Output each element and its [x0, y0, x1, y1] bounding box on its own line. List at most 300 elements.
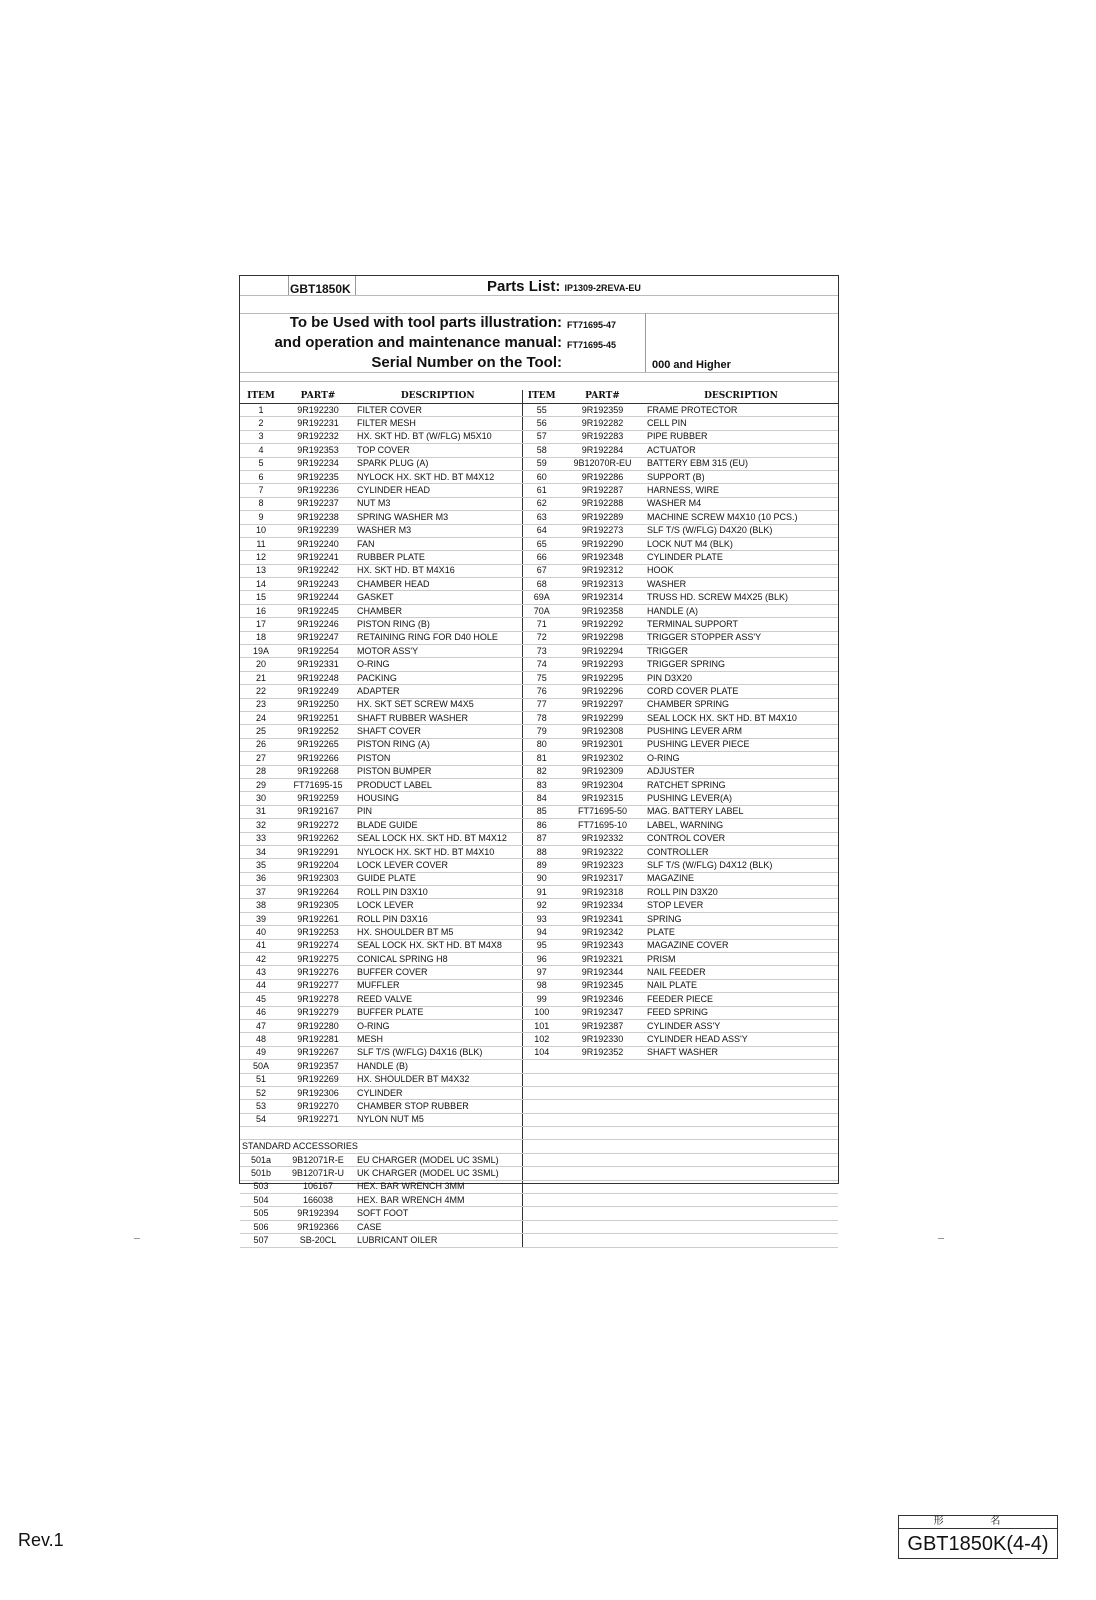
item-number: 505 — [240, 1207, 282, 1220]
empty-cell — [561, 1153, 644, 1166]
table-row — [240, 979, 838, 992]
part-description: SLF T/S (W/FLG) D4X16 (BLK) — [354, 1046, 522, 1059]
item-number: 33 — [240, 832, 282, 845]
part-number: 9R192167 — [282, 805, 354, 818]
item-number: 94 — [522, 926, 561, 939]
item-number: 10 — [240, 524, 282, 537]
part-description: PRISM — [644, 953, 838, 966]
item-number: 506 — [240, 1220, 282, 1233]
item-number: 73 — [522, 645, 561, 658]
part-number: 9R192275 — [282, 953, 354, 966]
table-row — [240, 725, 838, 738]
part-number: 9R192279 — [282, 1006, 354, 1019]
part-description: WASHER — [644, 578, 838, 591]
table-row — [240, 671, 838, 684]
empty-cell — [644, 1180, 838, 1193]
item-number: 51 — [240, 1073, 282, 1086]
part-description: WASHER M4 — [644, 497, 838, 510]
table-row — [240, 1100, 838, 1113]
table-row — [240, 470, 838, 483]
item-number: 76 — [522, 685, 561, 698]
part-description: O-RING — [644, 752, 838, 765]
item-number: 80 — [522, 738, 561, 751]
illustration-code: FT71695-47 — [567, 320, 617, 330]
part-description: LOCK LEVER — [354, 899, 522, 912]
part-number: 9R192348 — [561, 551, 644, 564]
empty-cell — [644, 1234, 838, 1247]
item-number: 26 — [240, 738, 282, 751]
empty-cell — [561, 1060, 644, 1073]
part-description: UK CHARGER (MODEL UC 3SML) — [354, 1167, 522, 1180]
empty-cell — [522, 1140, 561, 1153]
item-number: 82 — [522, 765, 561, 778]
item-number: 70A — [522, 604, 561, 617]
table-row — [240, 604, 838, 617]
part-description: FRAME PROTECTOR — [644, 404, 838, 417]
part-description: CONTROL COVER — [644, 832, 838, 845]
part-description: STOP LEVER — [644, 899, 838, 912]
part-description: LOCK NUT M4 (BLK) — [644, 537, 838, 550]
empty-cell — [561, 1127, 644, 1140]
crop-mark — [938, 1238, 944, 1239]
part-description: CORD COVER PLATE — [644, 685, 838, 698]
table-row — [240, 1086, 838, 1099]
part-number: 9R192242 — [282, 564, 354, 577]
part-number: 9R192359 — [561, 404, 644, 417]
part-number: 9R192280 — [282, 1019, 354, 1032]
part-description: RATCHET SPRING — [644, 778, 838, 791]
part-number: 9R192343 — [561, 939, 644, 952]
item-number: 37 — [240, 886, 282, 899]
accessory-row — [240, 1194, 838, 1207]
item-number: 501a — [240, 1153, 282, 1166]
empty-cell — [644, 1113, 838, 1126]
part-number: 9R192353 — [282, 444, 354, 457]
item-number: 13 — [240, 564, 282, 577]
part-number: 9R192322 — [561, 845, 644, 858]
item-number: 67 — [522, 564, 561, 577]
part-number: 9R192287 — [561, 484, 644, 497]
col-header-item: ITEM — [522, 390, 561, 404]
item-number: 66 — [522, 551, 561, 564]
item-number: 79 — [522, 725, 561, 738]
accessory-row — [240, 1234, 838, 1247]
empty-cell — [644, 1140, 838, 1153]
part-number: 9R192278 — [282, 993, 354, 1006]
table-row — [240, 564, 838, 577]
item-number: 83 — [522, 778, 561, 791]
part-number: 9R192232 — [282, 430, 354, 443]
empty-cell — [644, 1220, 838, 1233]
item-number: 28 — [240, 765, 282, 778]
item-number: 41 — [240, 939, 282, 952]
part-number: 106167 — [282, 1180, 354, 1193]
part-number: 9R192323 — [561, 859, 644, 872]
part-number: 9R192268 — [282, 765, 354, 778]
part-description: CYLINDER HEAD ASS'Y — [644, 1033, 838, 1046]
part-number: 9R192247 — [282, 631, 354, 644]
item-number: 44 — [240, 979, 282, 992]
item-number: 88 — [522, 845, 561, 858]
part-number: 9R192312 — [561, 564, 644, 577]
empty-cell — [644, 1100, 838, 1113]
part-number: 9R192387 — [561, 1019, 644, 1032]
item-number: 65 — [522, 537, 561, 550]
part-number: 9R192299 — [561, 711, 644, 724]
empty-cell — [522, 1127, 561, 1140]
table-row — [240, 939, 838, 952]
part-number: 9R192230 — [282, 404, 354, 417]
item-number: 92 — [522, 899, 561, 912]
item-number: 43 — [240, 966, 282, 979]
part-number: 9R192304 — [561, 778, 644, 791]
empty-cell — [644, 1060, 838, 1073]
accessories-title: STANDARD ACCESSORIES — [240, 1140, 522, 1153]
part-number: 9R192318 — [561, 886, 644, 899]
part-description: PIPE RUBBER — [644, 430, 838, 443]
part-description: CONICAL SPRING H8 — [354, 953, 522, 966]
item-number: 23 — [240, 698, 282, 711]
table-row — [240, 404, 838, 417]
part-description: MAGAZINE COVER — [644, 939, 838, 952]
part-number: 9R192204 — [282, 859, 354, 872]
empty-cell — [522, 1086, 561, 1099]
part-description: RUBBER PLATE — [354, 551, 522, 564]
table-row — [240, 912, 838, 925]
empty-cell — [561, 1194, 644, 1207]
part-number: 9R192301 — [561, 738, 644, 751]
part-description: PUSHING LEVER ARM — [644, 725, 838, 738]
empty-cell — [282, 1127, 354, 1140]
part-number: 9R192308 — [561, 725, 644, 738]
part-description: MOTOR ASS'Y — [354, 645, 522, 658]
item-number: 36 — [240, 872, 282, 885]
part-description: BLADE GUIDE — [354, 819, 522, 832]
part-description: HX. SKT HD. BT M4X16 — [354, 564, 522, 577]
part-number: 9R192262 — [282, 832, 354, 845]
part-number: 9R192332 — [561, 832, 644, 845]
part-number: FT71695-10 — [561, 819, 644, 832]
part-number: 9R192272 — [282, 819, 354, 832]
part-description: CYLINDER — [354, 1086, 522, 1099]
parts-list-code: IP1309-2REVA-EU — [564, 283, 641, 293]
item-number: 74 — [522, 658, 561, 671]
item-number: 69A — [522, 591, 561, 604]
item-number: 503 — [240, 1180, 282, 1193]
part-description: PISTON BUMPER — [354, 765, 522, 778]
table-row — [240, 1046, 838, 1059]
empty-cell — [561, 1113, 644, 1126]
part-number: 9R192305 — [282, 899, 354, 912]
manual-code: FT71695-45 — [567, 340, 617, 350]
part-description: PLATE — [644, 926, 838, 939]
part-description: LUBRICANT OILER — [354, 1234, 522, 1247]
part-description: TRIGGER — [644, 645, 838, 658]
item-number: 95 — [522, 939, 561, 952]
empty-cell — [522, 1220, 561, 1233]
part-number: 9R192306 — [282, 1086, 354, 1099]
part-description: BUFFER COVER — [354, 966, 522, 979]
part-description: TRIGGER SPRING — [644, 658, 838, 671]
table-header-row — [240, 390, 838, 404]
model-number: GBT1850K — [290, 282, 351, 296]
part-description: REED VALVE — [354, 993, 522, 1006]
item-number: 62 — [522, 497, 561, 510]
part-description: HX. SKT SET SCREW M4X5 — [354, 698, 522, 711]
part-number: 9R192259 — [282, 792, 354, 805]
table-row — [240, 1113, 838, 1126]
table-row — [240, 578, 838, 591]
item-number: 501b — [240, 1167, 282, 1180]
item-number: 50A — [240, 1060, 282, 1073]
table-row — [240, 497, 838, 510]
part-description: LABEL, WARNING — [644, 819, 838, 832]
part-description: PUSHING LEVER(A) — [644, 792, 838, 805]
item-number: 90 — [522, 872, 561, 885]
item-number: 504 — [240, 1194, 282, 1207]
part-description: PUSHING LEVER PIECE — [644, 738, 838, 751]
part-number: 9R192273 — [561, 524, 644, 537]
part-number: 9R192234 — [282, 457, 354, 470]
part-number: 9R192250 — [282, 698, 354, 711]
part-description: SEAL LOCK HX. SKT HD. BT M4X10 — [644, 711, 838, 724]
title-block — [898, 1515, 1058, 1559]
empty-cell — [644, 1127, 838, 1140]
part-description: NUT M3 — [354, 497, 522, 510]
col-header-item: ITEM — [240, 390, 282, 404]
illustration-label: To be Used with tool parts illustration: — [289, 314, 562, 331]
empty-cell — [522, 1194, 561, 1207]
item-number: 104 — [522, 1046, 561, 1059]
part-description: SPRING — [644, 912, 838, 925]
part-number: 9R192264 — [282, 886, 354, 899]
accessories-title-row — [240, 1140, 838, 1153]
part-number: 9R192292 — [561, 618, 644, 631]
part-number: 9R192266 — [282, 752, 354, 765]
part-description: SEAL LOCK HX. SKT HD. BT M4X12 — [354, 832, 522, 845]
table-row — [240, 926, 838, 939]
item-number: 101 — [522, 1019, 561, 1032]
table-row — [240, 872, 838, 885]
empty-cell — [644, 1086, 838, 1099]
table-row — [240, 752, 838, 765]
item-number: 30 — [240, 792, 282, 805]
part-number: 9R192283 — [561, 430, 644, 443]
part-number: 9R192241 — [282, 551, 354, 564]
parts-list-label: Parts List: — [487, 278, 561, 295]
part-description: CELL PIN — [644, 417, 838, 430]
part-description: CHAMBER SPRING — [644, 698, 838, 711]
part-description: TERMINAL SUPPORT — [644, 618, 838, 631]
col-header-description: DESCRIPTION — [354, 390, 522, 404]
empty-cell — [561, 1207, 644, 1220]
table-row — [240, 591, 838, 604]
item-number: 63 — [522, 511, 561, 524]
table-row — [240, 1060, 838, 1073]
item-number: 49 — [240, 1046, 282, 1059]
part-number: 9R192274 — [282, 939, 354, 952]
empty-cell — [561, 1234, 644, 1247]
table-row — [240, 511, 838, 524]
part-description: SHAFT WASHER — [644, 1046, 838, 1059]
part-number: 9R192288 — [561, 497, 644, 510]
part-number: 9R192331 — [282, 658, 354, 671]
part-number: 9R192346 — [561, 993, 644, 1006]
part-description: SHAFT COVER — [354, 725, 522, 738]
item-number: 52 — [240, 1086, 282, 1099]
table-row — [240, 685, 838, 698]
table-row — [240, 1006, 838, 1019]
item-number: 64 — [522, 524, 561, 537]
part-number: 9R192284 — [561, 444, 644, 457]
part-description: RETAINING RING FOR D40 HOLE — [354, 631, 522, 644]
item-number: 14 — [240, 578, 282, 591]
item-number: 40 — [240, 926, 282, 939]
part-description: HANDLE (A) — [644, 604, 838, 617]
part-description: NAIL FEEDER — [644, 966, 838, 979]
part-description: HOOK — [644, 564, 838, 577]
empty-cell — [561, 1220, 644, 1233]
empty-cell — [240, 1127, 282, 1140]
part-description: TRIGGER STOPPER ASS'Y — [644, 631, 838, 644]
item-number: 34 — [240, 845, 282, 858]
part-description: TOP COVER — [354, 444, 522, 457]
item-number: 81 — [522, 752, 561, 765]
item-number: 24 — [240, 711, 282, 724]
part-number: 9R192237 — [282, 497, 354, 510]
part-number: 9R192269 — [282, 1073, 354, 1086]
part-description: GUIDE PLATE — [354, 872, 522, 885]
part-number: 9R192302 — [561, 752, 644, 765]
table-row — [240, 457, 838, 470]
part-number: 9R192270 — [282, 1100, 354, 1113]
item-number: 3 — [240, 430, 282, 443]
item-number: 22 — [240, 685, 282, 698]
part-description: TRUSS HD. SCREW M4X25 (BLK) — [644, 591, 838, 604]
part-number: 9B12071R-U — [282, 1167, 354, 1180]
part-description: CYLINDER HEAD — [354, 484, 522, 497]
part-description: BATTERY EBM 315 (EU) — [644, 457, 838, 470]
item-number: 86 — [522, 819, 561, 832]
item-number: 11 — [240, 537, 282, 550]
title-block-model: GBT1850K(4-4) — [907, 1533, 1049, 1555]
item-number: 6 — [240, 470, 282, 483]
part-description: HX. SHOULDER BT M4X32 — [354, 1073, 522, 1086]
part-number: 9R192321 — [561, 953, 644, 966]
item-number: 98 — [522, 979, 561, 992]
part-description: CYLINDER PLATE — [644, 551, 838, 564]
part-description: EU CHARGER (MODEL UC 3SML) — [354, 1153, 522, 1166]
part-number: 9R192315 — [561, 792, 644, 805]
item-number: 61 — [522, 484, 561, 497]
part-description: SPARK PLUG (A) — [354, 457, 522, 470]
accessory-row — [240, 1207, 838, 1220]
part-description: FEEDER PIECE — [644, 993, 838, 1006]
item-number: 87 — [522, 832, 561, 845]
table-row — [240, 524, 838, 537]
item-number: 12 — [240, 551, 282, 564]
part-number: 9R192345 — [561, 979, 644, 992]
part-number: SB-20CL — [282, 1234, 354, 1247]
part-description: ROLL PIN D3X10 — [354, 886, 522, 899]
item-number: 2 — [240, 417, 282, 430]
item-number: 5 — [240, 457, 282, 470]
item-number: 507 — [240, 1234, 282, 1247]
part-number: 9R192289 — [561, 511, 644, 524]
item-number: 18 — [240, 631, 282, 644]
empty-cell — [522, 1073, 561, 1086]
col-header-description: DESCRIPTION — [644, 390, 838, 404]
item-number: 100 — [522, 1006, 561, 1019]
table-row — [240, 551, 838, 564]
part-number: 9R192244 — [282, 591, 354, 604]
part-number: 9R192261 — [282, 912, 354, 925]
item-number: 1 — [240, 404, 282, 417]
part-description: PIN D3X20 — [644, 671, 838, 684]
part-number: 9R192297 — [561, 698, 644, 711]
part-number: 9R192271 — [282, 1113, 354, 1126]
part-description: MUFFLER — [354, 979, 522, 992]
part-description: ROLL PIN D3X16 — [354, 912, 522, 925]
empty-cell — [522, 1234, 561, 1247]
part-number: 9R192344 — [561, 966, 644, 979]
item-number: 9 — [240, 511, 282, 524]
part-number: 9R192330 — [561, 1033, 644, 1046]
part-number: 9R192236 — [282, 484, 354, 497]
col-header-part: PART# — [282, 390, 354, 404]
part-number: FT71695-15 — [282, 778, 354, 791]
part-description: MAGAZINE — [644, 872, 838, 885]
part-description: PISTON RING (A) — [354, 738, 522, 751]
part-description: MACHINE SCREW M4X10 (10 PCS.) — [644, 511, 838, 524]
table-row — [240, 711, 838, 724]
table-row — [240, 537, 838, 550]
part-number: 9R192253 — [282, 926, 354, 939]
part-number: 9R192235 — [282, 470, 354, 483]
part-number: 9R192358 — [561, 604, 644, 617]
part-description: O-RING — [354, 658, 522, 671]
part-number: 9R192248 — [282, 671, 354, 684]
item-number: 15 — [240, 591, 282, 604]
item-number: 47 — [240, 1019, 282, 1032]
part-number: 9R192254 — [282, 645, 354, 658]
table-row — [240, 738, 838, 751]
part-number: 9R192251 — [282, 711, 354, 724]
part-number: 9R192298 — [561, 631, 644, 644]
part-description: HX. SKT HD. BT (W/FLG) M5X10 — [354, 430, 522, 443]
part-number: 9R192313 — [561, 578, 644, 591]
part-description: PIN — [354, 805, 522, 818]
part-description: FILTER COVER — [354, 404, 522, 417]
table-row — [240, 886, 838, 899]
item-number: 48 — [240, 1033, 282, 1046]
part-description: HEX. BAR WRENCH 4MM — [354, 1194, 522, 1207]
empty-cell — [644, 1073, 838, 1086]
empty-cell — [522, 1167, 561, 1180]
part-description: HANDLE (B) — [354, 1060, 522, 1073]
part-number: FT71695-50 — [561, 805, 644, 818]
empty-cell — [354, 1127, 522, 1140]
part-description: ADAPTER — [354, 685, 522, 698]
item-number: 91 — [522, 886, 561, 899]
part-description: O-RING — [354, 1019, 522, 1032]
part-number: 9R192238 — [282, 511, 354, 524]
part-description: SEAL LOCK HX. SKT HD. BT M4X8 — [354, 939, 522, 952]
part-description: MESH — [354, 1033, 522, 1046]
part-number: 9R192341 — [561, 912, 644, 925]
item-number: 102 — [522, 1033, 561, 1046]
part-number: 9R192309 — [561, 765, 644, 778]
